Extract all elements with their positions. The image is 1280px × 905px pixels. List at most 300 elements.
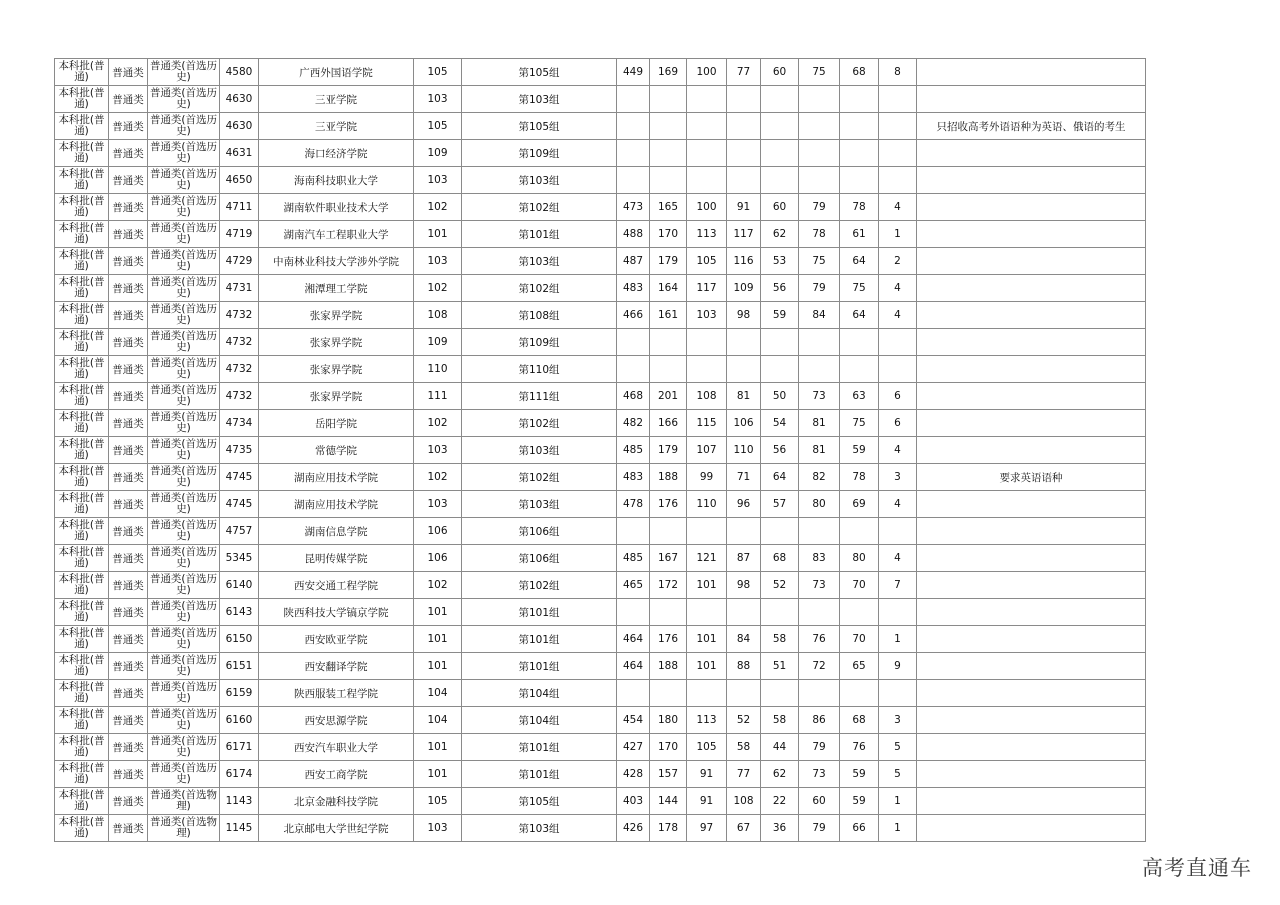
category-cell: 普通类 [109, 626, 148, 653]
score-col-2-cell [687, 329, 727, 356]
score-col-1-cell [650, 86, 687, 113]
score-col-5-cell [799, 86, 840, 113]
score-col-4-cell: 62 [761, 221, 799, 248]
score-col-3-cell: 58 [727, 734, 761, 761]
school-name-cell: 张家界学院 [259, 356, 414, 383]
score-col-5-cell: 76 [799, 626, 840, 653]
score-col-1-cell [650, 140, 687, 167]
group-code-cell: 102 [414, 410, 462, 437]
table-row [55, 140, 1146, 167]
score-col-6-cell: 70 [840, 572, 879, 599]
score-col-1-cell: 179 [650, 248, 687, 275]
table-row [55, 410, 1146, 437]
school-code-cell: 4630 [220, 113, 259, 140]
score-col-3-cell [727, 86, 761, 113]
score-col-3-cell: 106 [727, 410, 761, 437]
score-col-3-cell: 108 [727, 788, 761, 815]
subject-type-cell: 普通类(首选历史) [148, 653, 220, 680]
score-col-5-cell: 79 [799, 275, 840, 302]
score-col-3-cell: 87 [727, 545, 761, 572]
group-name-cell: 第110组 [462, 356, 617, 383]
table-row [55, 59, 1146, 86]
remark-cell: 只招收高考外语语种为英语、俄语的考生 [917, 113, 1146, 140]
table-row [55, 815, 1146, 842]
group-code-cell: 104 [414, 707, 462, 734]
group-name-cell: 第103组 [462, 815, 617, 842]
remark-cell [917, 518, 1146, 545]
school-code-cell: 4631 [220, 140, 259, 167]
group-code-cell: 105 [414, 788, 462, 815]
table-row [55, 761, 1146, 788]
total-score-cell [617, 113, 650, 140]
school-name-cell: 广西外国语学院 [259, 59, 414, 86]
score-col-5-cell: 86 [799, 707, 840, 734]
total-score-cell: 466 [617, 302, 650, 329]
rank-col-cell [879, 680, 917, 707]
score-col-3-cell [727, 356, 761, 383]
subject-type-cell: 普通类(首选历史) [148, 761, 220, 788]
table-row [55, 518, 1146, 545]
score-col-5-cell [799, 140, 840, 167]
remark-cell: 要求英语语种 [917, 464, 1146, 491]
total-score-cell [617, 356, 650, 383]
score-col-4-cell: 59 [761, 302, 799, 329]
score-col-2-cell [687, 680, 727, 707]
table-row [55, 275, 1146, 302]
group-name-cell: 第108组 [462, 302, 617, 329]
batch-cell: 本科批(普通) [55, 518, 109, 545]
score-col-1-cell [650, 680, 687, 707]
group-name-cell: 第106组 [462, 545, 617, 572]
category-cell: 普通类 [109, 383, 148, 410]
score-col-5-cell: 60 [799, 788, 840, 815]
school-code-cell: 4732 [220, 356, 259, 383]
group-name-cell: 第102组 [462, 275, 617, 302]
school-name-cell: 湖南应用技术学院 [259, 464, 414, 491]
school-code-cell: 4734 [220, 410, 259, 437]
score-col-2-cell: 100 [687, 59, 727, 86]
rank-col-cell: 9 [879, 653, 917, 680]
category-cell: 普通类 [109, 464, 148, 491]
score-col-3-cell: 110 [727, 437, 761, 464]
score-col-5-cell: 78 [799, 221, 840, 248]
group-code-cell: 103 [414, 248, 462, 275]
score-col-1-cell [650, 599, 687, 626]
school-code-cell: 4735 [220, 437, 259, 464]
school-name-cell: 西安工商学院 [259, 761, 414, 788]
rank-col-cell [879, 86, 917, 113]
score-col-1-cell: 144 [650, 788, 687, 815]
group-name-cell: 第101组 [462, 734, 617, 761]
school-code-cell: 4580 [220, 59, 259, 86]
total-score-cell: 485 [617, 437, 650, 464]
score-col-3-cell: 88 [727, 653, 761, 680]
school-name-cell: 北京金融科技学院 [259, 788, 414, 815]
score-col-3-cell: 67 [727, 815, 761, 842]
rank-col-cell: 6 [879, 410, 917, 437]
subject-type-cell: 普通类(首选历史) [148, 59, 220, 86]
group-name-cell: 第101组 [462, 221, 617, 248]
school-name-cell: 北京邮电大学世纪学院 [259, 815, 414, 842]
rank-col-cell: 4 [879, 437, 917, 464]
subject-type-cell: 普通类(首选历史) [148, 167, 220, 194]
category-cell: 普通类 [109, 86, 148, 113]
rank-col-cell: 5 [879, 761, 917, 788]
score-col-4-cell: 52 [761, 572, 799, 599]
subject-type-cell: 普通类(首选历史) [148, 545, 220, 572]
rank-col-cell: 4 [879, 275, 917, 302]
score-col-3-cell [727, 113, 761, 140]
score-col-3-cell: 116 [727, 248, 761, 275]
rank-col-cell: 3 [879, 707, 917, 734]
score-col-2-cell: 113 [687, 221, 727, 248]
admission-score-table [54, 58, 1146, 842]
batch-cell: 本科批(普通) [55, 113, 109, 140]
score-col-1-cell [650, 518, 687, 545]
score-col-3-cell: 98 [727, 572, 761, 599]
category-cell: 普通类 [109, 329, 148, 356]
school-name-cell: 三亚学院 [259, 113, 414, 140]
school-code-cell: 5345 [220, 545, 259, 572]
rank-col-cell [879, 329, 917, 356]
score-col-4-cell: 53 [761, 248, 799, 275]
batch-cell: 本科批(普通) [55, 815, 109, 842]
table-row [55, 653, 1146, 680]
score-col-6-cell: 64 [840, 248, 879, 275]
score-col-3-cell [727, 518, 761, 545]
score-col-6-cell: 59 [840, 788, 879, 815]
rank-col-cell: 8 [879, 59, 917, 86]
score-col-2-cell: 101 [687, 626, 727, 653]
category-cell: 普通类 [109, 734, 148, 761]
category-cell: 普通类 [109, 680, 148, 707]
score-col-5-cell: 80 [799, 491, 840, 518]
total-score-cell: 487 [617, 248, 650, 275]
group-code-cell: 101 [414, 761, 462, 788]
category-cell: 普通类 [109, 356, 148, 383]
batch-cell: 本科批(普通) [55, 248, 109, 275]
table-row [55, 356, 1146, 383]
subject-type-cell: 普通类(首选历史) [148, 140, 220, 167]
score-col-5-cell: 83 [799, 545, 840, 572]
score-col-4-cell: 58 [761, 626, 799, 653]
category-cell: 普通类 [109, 275, 148, 302]
score-col-1-cell: 180 [650, 707, 687, 734]
category-cell: 普通类 [109, 788, 148, 815]
group-code-cell: 103 [414, 437, 462, 464]
rank-col-cell: 7 [879, 572, 917, 599]
score-col-1-cell: 176 [650, 491, 687, 518]
table-row [55, 626, 1146, 653]
remark-cell [917, 86, 1146, 113]
group-name-cell: 第102组 [462, 194, 617, 221]
score-col-1-cell: 169 [650, 59, 687, 86]
group-code-cell: 101 [414, 734, 462, 761]
category-cell: 普通类 [109, 59, 148, 86]
school-name-cell: 陕西服装工程学院 [259, 680, 414, 707]
total-score-cell [617, 86, 650, 113]
school-code-cell: 4650 [220, 167, 259, 194]
rank-col-cell: 4 [879, 491, 917, 518]
table-row [55, 680, 1146, 707]
watermark-text: 高考直通车 [1142, 856, 1252, 880]
group-code-cell: 106 [414, 545, 462, 572]
score-col-5-cell [799, 356, 840, 383]
group-code-cell: 103 [414, 167, 462, 194]
score-col-4-cell [761, 356, 799, 383]
group-name-cell: 第103组 [462, 167, 617, 194]
score-col-5-cell: 84 [799, 302, 840, 329]
batch-cell: 本科批(普通) [55, 680, 109, 707]
table-row [55, 113, 1146, 140]
school-name-cell: 西安欧亚学院 [259, 626, 414, 653]
subject-type-cell: 普通类(首选历史) [148, 221, 220, 248]
rank-col-cell: 1 [879, 815, 917, 842]
score-col-3-cell [727, 140, 761, 167]
school-code-cell: 6159 [220, 680, 259, 707]
score-col-4-cell: 68 [761, 545, 799, 572]
school-code-cell: 6151 [220, 653, 259, 680]
school-code-cell: 6160 [220, 707, 259, 734]
subject-type-cell: 普通类(首选历史) [148, 518, 220, 545]
category-cell: 普通类 [109, 599, 148, 626]
score-col-1-cell [650, 329, 687, 356]
score-col-6-cell [840, 113, 879, 140]
score-col-4-cell [761, 86, 799, 113]
score-col-5-cell [799, 518, 840, 545]
score-col-3-cell: 84 [727, 626, 761, 653]
category-cell: 普通类 [109, 194, 148, 221]
group-code-cell: 105 [414, 113, 462, 140]
batch-cell: 本科批(普通) [55, 383, 109, 410]
remark-cell [917, 383, 1146, 410]
rank-col-cell: 4 [879, 302, 917, 329]
score-col-2-cell: 113 [687, 707, 727, 734]
school-name-cell: 常德学院 [259, 437, 414, 464]
category-cell: 普通类 [109, 113, 148, 140]
score-col-4-cell: 57 [761, 491, 799, 518]
school-code-cell: 4732 [220, 302, 259, 329]
group-code-cell: 109 [414, 140, 462, 167]
remark-cell [917, 437, 1146, 464]
score-col-1-cell: 166 [650, 410, 687, 437]
batch-cell: 本科批(普通) [55, 572, 109, 599]
score-col-2-cell [687, 599, 727, 626]
score-col-4-cell [761, 113, 799, 140]
school-code-cell: 4630 [220, 86, 259, 113]
batch-cell: 本科批(普通) [55, 653, 109, 680]
rank-col-cell: 4 [879, 194, 917, 221]
total-score-cell: 485 [617, 545, 650, 572]
score-col-4-cell [761, 599, 799, 626]
total-score-cell: 473 [617, 194, 650, 221]
school-code-cell: 4732 [220, 329, 259, 356]
total-score-cell: 464 [617, 653, 650, 680]
score-col-3-cell: 98 [727, 302, 761, 329]
total-score-cell: 483 [617, 464, 650, 491]
score-col-2-cell: 100 [687, 194, 727, 221]
total-score-cell: 449 [617, 59, 650, 86]
subject-type-cell: 普通类(首选物理) [148, 788, 220, 815]
score-col-5-cell: 72 [799, 653, 840, 680]
remark-cell [917, 761, 1146, 788]
group-name-cell: 第109组 [462, 329, 617, 356]
table-row [55, 383, 1146, 410]
score-col-1-cell: 178 [650, 815, 687, 842]
score-col-4-cell [761, 518, 799, 545]
remark-cell [917, 545, 1146, 572]
total-score-cell: 454 [617, 707, 650, 734]
rank-col-cell: 1 [879, 788, 917, 815]
score-col-2-cell: 101 [687, 572, 727, 599]
remark-cell [917, 626, 1146, 653]
remark-cell [917, 572, 1146, 599]
score-col-1-cell [650, 113, 687, 140]
score-col-4-cell: 51 [761, 653, 799, 680]
total-score-cell [617, 140, 650, 167]
score-col-2-cell: 115 [687, 410, 727, 437]
group-code-cell: 102 [414, 572, 462, 599]
score-col-3-cell [727, 167, 761, 194]
group-code-cell: 104 [414, 680, 462, 707]
score-col-5-cell: 73 [799, 572, 840, 599]
school-name-cell: 湖南软件职业技术大学 [259, 194, 414, 221]
batch-cell: 本科批(普通) [55, 140, 109, 167]
group-name-cell: 第101组 [462, 599, 617, 626]
rank-col-cell [879, 167, 917, 194]
table-row [55, 86, 1146, 113]
score-col-6-cell [840, 140, 879, 167]
batch-cell: 本科批(普通) [55, 194, 109, 221]
group-name-cell: 第101组 [462, 761, 617, 788]
table-row [55, 167, 1146, 194]
total-score-cell: 427 [617, 734, 650, 761]
score-col-1-cell: 170 [650, 221, 687, 248]
score-col-1-cell: 165 [650, 194, 687, 221]
score-col-2-cell: 107 [687, 437, 727, 464]
batch-cell: 本科批(普通) [55, 59, 109, 86]
rank-col-cell [879, 518, 917, 545]
group-name-cell: 第101组 [462, 653, 617, 680]
batch-cell: 本科批(普通) [55, 302, 109, 329]
subject-type-cell: 普通类(首选历史) [148, 383, 220, 410]
score-col-6-cell: 70 [840, 626, 879, 653]
school-name-cell: 西安翻译学院 [259, 653, 414, 680]
score-col-5-cell: 79 [799, 194, 840, 221]
remark-cell [917, 221, 1146, 248]
remark-cell [917, 734, 1146, 761]
subject-type-cell: 普通类(首选历史) [148, 707, 220, 734]
group-code-cell: 103 [414, 86, 462, 113]
remark-cell [917, 680, 1146, 707]
group-name-cell: 第106组 [462, 518, 617, 545]
school-code-cell: 4711 [220, 194, 259, 221]
remark-cell [917, 248, 1146, 275]
group-code-cell: 108 [414, 302, 462, 329]
score-col-5-cell: 79 [799, 815, 840, 842]
group-name-cell: 第103组 [462, 491, 617, 518]
score-col-3-cell: 81 [727, 383, 761, 410]
score-col-4-cell: 56 [761, 437, 799, 464]
score-col-5-cell [799, 599, 840, 626]
subject-type-cell: 普通类(首选历史) [148, 194, 220, 221]
score-col-1-cell: 201 [650, 383, 687, 410]
category-cell: 普通类 [109, 302, 148, 329]
score-col-2-cell [687, 356, 727, 383]
category-cell: 普通类 [109, 167, 148, 194]
subject-type-cell: 普通类(首选历史) [148, 626, 220, 653]
school-name-cell: 张家界学院 [259, 329, 414, 356]
table-row [55, 221, 1146, 248]
school-name-cell: 湖南汽车工程职业大学 [259, 221, 414, 248]
score-col-6-cell: 69 [840, 491, 879, 518]
score-col-2-cell [687, 140, 727, 167]
score-col-3-cell: 109 [727, 275, 761, 302]
score-col-5-cell: 81 [799, 437, 840, 464]
total-score-cell: 464 [617, 626, 650, 653]
remark-cell [917, 356, 1146, 383]
score-col-5-cell: 82 [799, 464, 840, 491]
score-col-6-cell [840, 86, 879, 113]
score-col-6-cell: 59 [840, 437, 879, 464]
batch-cell: 本科批(普通) [55, 275, 109, 302]
total-score-cell: 488 [617, 221, 650, 248]
rank-col-cell: 5 [879, 734, 917, 761]
group-code-cell: 103 [414, 815, 462, 842]
table-row [55, 491, 1146, 518]
score-col-5-cell [799, 167, 840, 194]
remark-cell [917, 329, 1146, 356]
table-row [55, 788, 1146, 815]
score-col-1-cell [650, 167, 687, 194]
remark-cell [917, 491, 1146, 518]
score-col-4-cell: 60 [761, 59, 799, 86]
score-col-6-cell [840, 680, 879, 707]
category-cell: 普通类 [109, 410, 148, 437]
batch-cell: 本科批(普通) [55, 329, 109, 356]
rank-col-cell [879, 113, 917, 140]
school-name-cell: 湘潭理工学院 [259, 275, 414, 302]
batch-cell: 本科批(普通) [55, 464, 109, 491]
score-col-5-cell: 73 [799, 761, 840, 788]
batch-cell: 本科批(普通) [55, 491, 109, 518]
score-col-5-cell: 73 [799, 383, 840, 410]
category-cell: 普通类 [109, 221, 148, 248]
remark-cell [917, 140, 1146, 167]
remark-cell [917, 410, 1146, 437]
group-name-cell: 第101组 [462, 626, 617, 653]
group-name-cell: 第102组 [462, 410, 617, 437]
table-body [55, 59, 1146, 842]
batch-cell: 本科批(普通) [55, 167, 109, 194]
batch-cell: 本科批(普通) [55, 86, 109, 113]
subject-type-cell: 普通类(首选历史) [148, 599, 220, 626]
school-name-cell: 张家界学院 [259, 383, 414, 410]
rank-col-cell: 6 [879, 383, 917, 410]
group-name-cell: 第103组 [462, 437, 617, 464]
subject-type-cell: 普通类(首选历史) [148, 680, 220, 707]
total-score-cell [617, 599, 650, 626]
score-col-3-cell: 117 [727, 221, 761, 248]
group-name-cell: 第109组 [462, 140, 617, 167]
score-col-2-cell [687, 113, 727, 140]
remark-cell [917, 599, 1146, 626]
score-col-6-cell: 64 [840, 302, 879, 329]
score-col-2-cell: 105 [687, 734, 727, 761]
score-col-1-cell: 161 [650, 302, 687, 329]
subject-type-cell: 普通类(首选历史) [148, 302, 220, 329]
batch-cell: 本科批(普通) [55, 761, 109, 788]
